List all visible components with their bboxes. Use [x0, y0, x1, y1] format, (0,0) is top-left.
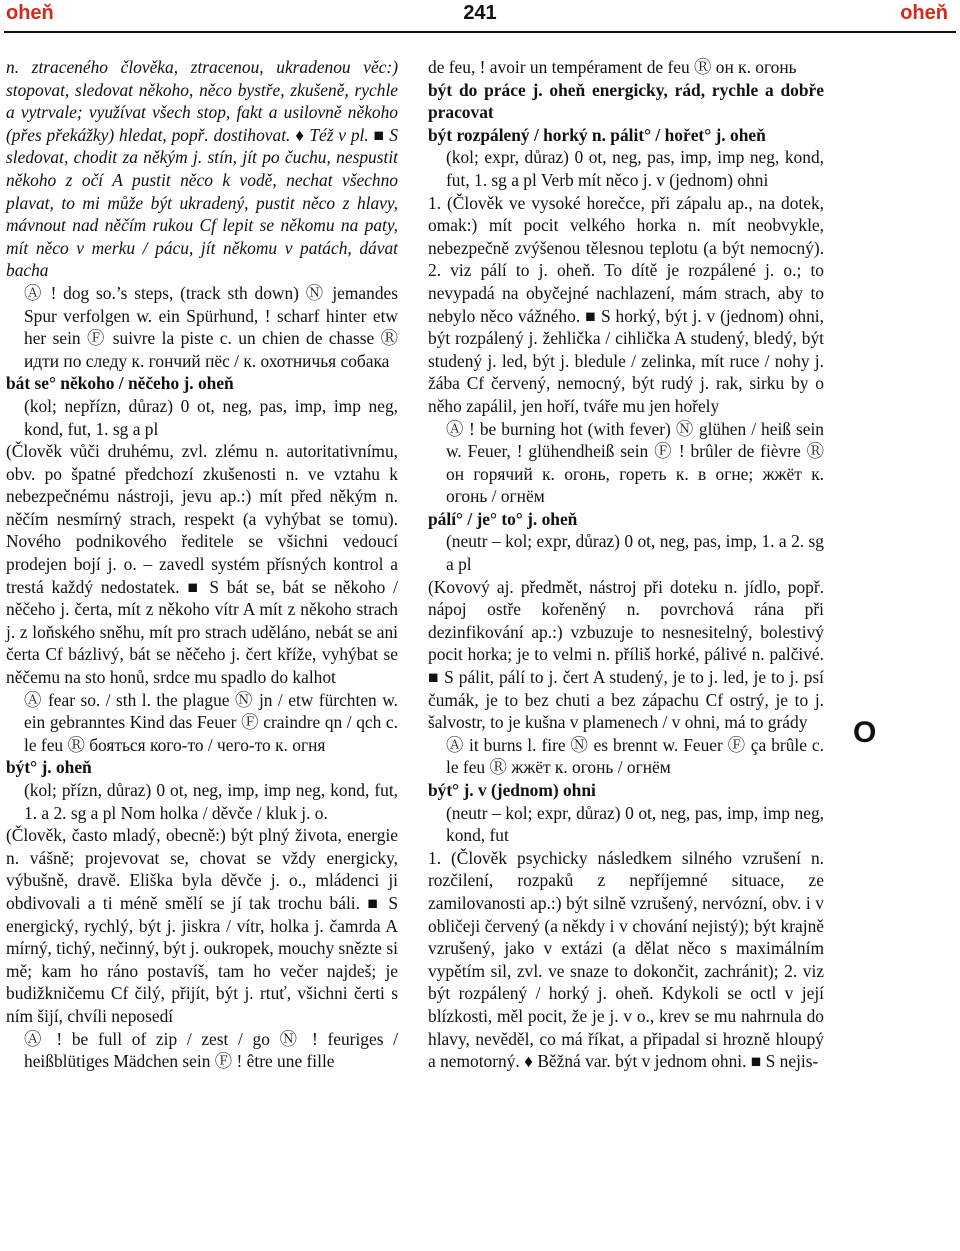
translations: Ⓐ fear so. / sth l. the plague Ⓝ jn / etw fürchten w. ein gebranntes Kind das Feuer Ⓕ craindre qn / qch c. le feu Ⓡ бояться кого-то / чего-то к. огня — [24, 689, 398, 755]
translations: Ⓐ ! dog so.’s steps, (track sth down) Ⓝ jemandes Spur verfolgen w. ein Spürhund, ! scharf hinter etw her sein Ⓕ suivre la piste c. un chien de chasse Ⓡ идти по следу к. гончий пёс / к. охотничья собака — [24, 282, 398, 371]
running-head-right: oheň — [900, 2, 948, 24]
grammar-note: (neutr – kol; expr, důraz) 0 ot, neg, pas, imp, imp neg, kond, fut — [446, 802, 824, 846]
headword-byt-do-prace: být do práce j. oheň energicky, rád, rychle a dobře pracovat — [428, 79, 824, 123]
page-number: 241 — [463, 2, 497, 24]
grammar-note: (neutr – kol; expr, důraz) 0 ot, neg, pas, imp, 1. a 2. sg a pl — [446, 531, 824, 575]
running-head — [0, 0, 960, 30]
definition: (Kovový aj. předmět, nástroj při doteku n. jídlo, popř. nápoj ostře kořeněný n. povrchová rána při dezinfikování ap.:) vzbuzuje to nesnesitelný, bolestivý pocit horka; je to velmi n. příliš horké, pálivé n. palčivé. ■ S pálit, pálí to j. čert A studený, je to j. led, je to j. psí čumák, je to bez chuti a bez zápachu Cf ostrý, je to j. šalvostr, to je kušna v plamenech / v ohni, má to grády — [428, 576, 824, 733]
grammar-note: (kol; nepřízn, důraz) 0 ot, neg, pas, imp, imp neg, kond, fut, 1. sg a pl — [24, 395, 398, 439]
translations-continued: de feu, ! avoir un tempérament de feu Ⓡ он к. огонь — [428, 57, 797, 77]
headword-byt: být° j. oheň — [6, 757, 92, 778]
definition-continued: n. ztraceného člověka, ztracenou, ukradenou věc:) stopovat, sledovat někoho, něco bystře, zkušeně, rychle a vytrvale; využívat všech stop, fakt a usilovně někoho (přes překážky) hledat, popř. dostihovat. ♦ Též v pl. ■ S sledovat, chodit za někým j. stín, jít po čuchu, nespustit někoho z očí A pustit něco k vodě, nechat všechno plavat, to mi může být ukradený, pustit něco z hlavy, mávnout nad něčím rukou Cf lepit se někomu na paty, mít něco v merku / pácu, jít někomu v patách, dávat bacha — [6, 57, 398, 281]
left-column — [6, 56, 398, 1073]
grammar-note: (kol; expr, důraz) 0 ot, neg, pas, imp, imp neg, kond, fut, 1. sg a pl Verb mít něco j. v (jednom) ohni — [446, 147, 824, 190]
headword-pali-to: pálí° / je° to° j. oheň — [428, 508, 578, 529]
translations: Ⓐ ! be burning hot (with fever) Ⓝ glühen / heiß sein w. Feuer, ! glühendheiß sein Ⓕ ! brûler de fièvre Ⓡ он горячий к. огонь, гореть к. в огне; жжёт к. огонь / огнём — [446, 418, 824, 507]
running-head-left: oheň — [6, 2, 54, 24]
definition: 1. (Člověk psychicky následkem silného vzrušení n. rozčilení, rozpaků z nepříjemné situace, ze zamilovanosti ap.:) být silně vzrušený, nervózní, obv. i v obličeji červený (a někdy i v chování nejistý); být krajně vzrušený, jako v extázi (a dělat něco s maximálním vypětím sil, zvl. ve snaze to dokončit, zachránit); 2. viz být rozpálený / horký j. oheň. Kdykoli se octl v její blízkosti, měl pocit, že je j. v o., krev se mu nahrnula do hlavy, nevěděl, co má říkat, a připadal si hrozně hloupý a nemotorný. ♦ Běžná var. být v jednom ohni. ■ S nejis- — [428, 847, 824, 1072]
translations: Ⓐ it burns l. fire Ⓝ es brennt w. Feuer Ⓕ ça brûle c. le feu Ⓡ жжёт к. огонь / огнём — [446, 734, 824, 778]
thumb-index-letter: O — [853, 716, 877, 749]
translations: Ⓐ ! be full of zip / zest / go Ⓝ ! feuriges / heißblütiges Mädchen sein Ⓕ ! être une fille — [24, 1028, 398, 1072]
headword-byt-rozpaleny: být rozpálený / horký n. pálit° / hořet° j. oheň — [428, 124, 766, 145]
right-column — [428, 56, 824, 1073]
headword-byt-v-ohni: být° j. v (jednom) ohni — [428, 780, 596, 800]
grammar-note: (kol; přízn, důraz) 0 ot, neg, imp, imp neg, kond, fut, 1. a 2. sg a pl Nom holka / děvče / kluk j. o. — [24, 780, 398, 823]
header-rule — [4, 31, 956, 33]
definition: (Člověk, často mladý, obecně:) být plný života, energie n. vášně; projevovat se, chovat se vždy energicky, výbušně, dravě. Eliška byla děvče j. o., mládenci ji obdivovali a ti méně smělí se jí tak trochu báli. ■ S energický, rychlý, být j. jiskra / vítr, holka j. čamrda A mírný, tichý, nečinný, být j. oukropek, mouchy snězte si mě; kam ho ráno postavíš, tam ho večer najdeš; je budižkničemu Cf čilý, přijít, být j. rtuť, všichni čerti s ním šijí, chvíli neposedí — [6, 825, 398, 1026]
definition: 1. (Člověk ve vysoké horečce, při zápalu ap., na dotek, omak:) mít pocit velkého horka n. mít neobvykle, nebezpečně zvýšenou tělesnou teplotu (a být nemocný). 2. viz pálí to j. oheň. To dítě je rozpálené j. o.; to nevypadá na obyčejné nachlazení, mám strach, aby to nebylo něco vážného. ■ S horký, být j. v (jednom) ohni, být rozpálený j. žehlička / cihlička A studený, bledý, být studený j. led, být j. bledule / zelinka, mít ruce / nohy j. žába Cf červený, nemocný, být rudý j. rak, sirku by o něho zapálil, jen hoří, tváře mu jen hořely — [428, 192, 824, 416]
headword-bat-se: bát se° někoho / něčeho j. oheň — [6, 373, 234, 394]
definition: (Člověk vůči druhému, zvl. zlému n. autoritativnímu, obv. po špatné předchozí zkušenosti n. ve vztahu k nebezpečnému nástroji, jevu ap.:) mít před někým n. něčím nesmírný strach, respekt (a vyhýbat se tomu). Nového podnikového ředitele se všichni vedoucí prodejen bojí j. o. – zavedl systém přísných kontrol a trestá každý nedostatek. ■ S bát se, bát se někoho / něčeho j. čerta, mít z někoho vítr A mít z někoho strach j. z loňského sněhu, mít pro strach uděláno, nebát se ani čerta Cf bázlivý, bát se něčeho j. čert kříže, vyhýbat se něčemu na sto honů, srdce mu spadlo do kalhot — [6, 441, 398, 688]
